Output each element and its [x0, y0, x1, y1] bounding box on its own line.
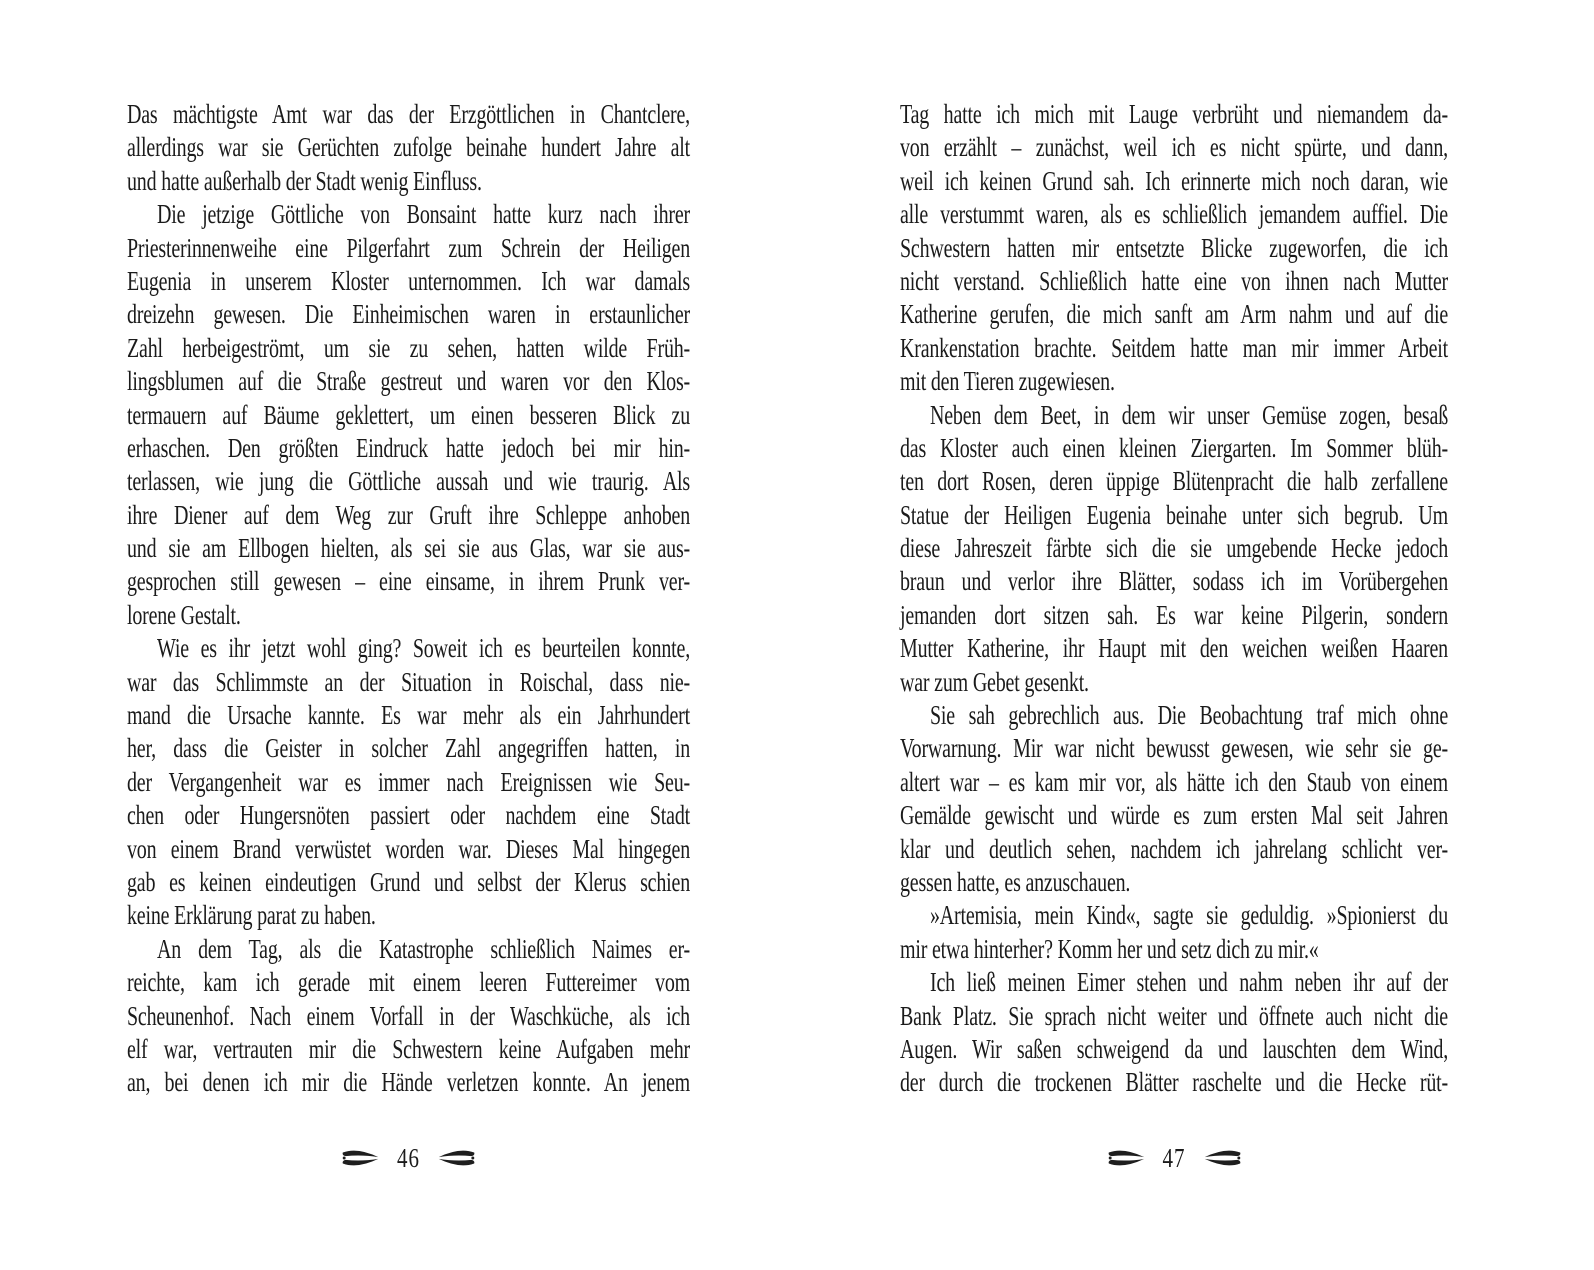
text-line: der durch die trockenen Blätter raschelte und die Hecke rüt-: [900, 1067, 1448, 1099]
text-line: Krankenstation brachte. Seitdem hatte man mir immer Arbeit: [900, 333, 1448, 364]
text-line: braun und verlor ihre Blätter, sodass ich im Vorübergehen: [900, 567, 1448, 598]
text-line: jemanden dort sitzen sah. Es war keine Pilgerin, sondern: [900, 600, 1448, 631]
text-line: ihre Diener auf dem Weg zur Gruft ihre Schleppe anhoben: [127, 500, 690, 531]
text-line: Augen. Wir saßen schweigend da und lauschten dem Wind,: [900, 1034, 1448, 1065]
fleuron-right-icon: [1201, 1148, 1243, 1168]
text-line: reichte, kam ich gerade mit einem leeren Futtereimer vom: [127, 967, 690, 999]
page-number: 47: [1162, 1141, 1186, 1173]
text-line: erhaschen. Den größten Eindruck hatte jedoch bei mir hin-: [127, 433, 690, 464]
text-line: Ich ließ meinen Eimer stehen und nahm neben ihr auf der: [930, 967, 1448, 999]
text-line: Scheunenhof. Nach einem Vorfall in der Waschküche, als ich: [127, 1001, 690, 1032]
text-line: Eugenia in unserem Kloster unternommen. Ich war damals: [127, 266, 690, 297]
text-line: Priesterinnenweihe eine Pilgerfahrt zum Schrein der Heiligen: [127, 233, 690, 264]
text-line: elf war, vertrauten mir die Schwestern keine Aufgaben mehr: [127, 1034, 690, 1065]
text-line: Bank Platz. Sie sprach nicht weiter und öffnete auch nicht die: [900, 1001, 1448, 1032]
text-line: und sie am Ellbogen hielten, als sei sie aus Glas, war sie aus-: [127, 533, 690, 564]
text-line: »Artemisia, mein Kind«, sagte sie geduldig. »Spionierst du: [930, 900, 1448, 932]
text-line: An dem Tag, als die Katastrophe schließlich Naimes er-: [157, 934, 690, 965]
text-line: alle verstummt waren, als es schließlich jemandem auffiel. Die: [900, 199, 1448, 231]
text-line: her, dass die Geister in solcher Zahl angegriffen hatten, in: [127, 733, 690, 765]
text-line: allerdings war sie Gerüchten zufolge beinahe hundert Jahre alt: [127, 132, 690, 164]
text-line: Das mächtigste Amt war das der Erzgöttlichen in Chantclere,: [127, 99, 690, 130]
page-text-right: [900, 99, 1448, 1101]
text-line: war zum Gebet gesenkt.: [900, 667, 1089, 698]
book-page-right: [900, 0, 1448, 1270]
text-line: Mutter Katherine, ihr Haupt mit den weichen weißen Haaren: [900, 633, 1448, 665]
text-line: lingsblumen auf die Straße gestreut und waren vor den Klos-: [127, 366, 690, 398]
page-footer-left: [127, 1138, 690, 1178]
text-line: mir etwa hinterher? Komm her und setz dich zu mir.«: [900, 934, 1319, 965]
text-line: Tag hatte ich mich mit Lauge verbrüht und niemandem da-: [900, 99, 1448, 130]
page-text-left: [127, 99, 690, 1101]
fleuron-left-icon: [1106, 1148, 1148, 1168]
text-line: von einem Brand verwüstet worden war. Dieses Mal hingegen: [127, 834, 690, 865]
text-line: das Kloster auch einen kleinen Ziergarten. Im Sommer blüh-: [900, 433, 1448, 464]
text-line: dreizehn gewesen. Die Einheimischen waren in erstaunlicher: [127, 299, 690, 331]
text-line: mand die Ursache kannte. Es war mehr als ein Jahrhundert: [127, 700, 690, 731]
text-line: Statue der Heiligen Eugenia beinahe unter sich begrub. Um: [900, 500, 1448, 531]
page-number: 46: [397, 1141, 420, 1173]
text-line: gesprochen still gewesen – eine einsame, in ihrem Prunk ver-: [127, 567, 690, 598]
fleuron-right-icon: [435, 1148, 477, 1168]
text-line: der Vergangenheit war es immer nach Ereignissen wie Seu-: [127, 767, 690, 798]
text-line: nicht verstand. Schließlich hatte eine von ihnen nach Mutter: [900, 266, 1448, 297]
text-line: klar und deutlich sehen, nachdem ich jahrelang schlicht ver-: [900, 834, 1448, 865]
text-line: lorene Gestalt.: [127, 600, 241, 631]
text-line: diese Jahreszeit färbte sich die sie umgebende Hecke jedoch: [900, 533, 1448, 564]
text-line: Neben dem Beet, in dem wir unser Gemüse zogen, besaß: [930, 400, 1448, 431]
text-line: termauern auf Bäume geklettert, um einen besseren Blick zu: [127, 400, 690, 431]
page-footer-right: [900, 1138, 1448, 1178]
text-line: mit den Tieren zugewiesen.: [900, 366, 1115, 398]
text-line: gab es keinen eindeutigen Grund und selbst der Klerus schien: [127, 867, 690, 898]
fleuron-left-icon: [340, 1148, 382, 1168]
text-line: an, bei denen ich mir die Hände verletzen konnte. An jenem: [127, 1067, 690, 1099]
text-line: altert war – es kam mir vor, als hätte ich den Staub von einem: [900, 767, 1448, 798]
text-line: war das Schlimmste an der Situation in Roischal, dass nie-: [127, 667, 690, 698]
text-line: Zahl herbeigeströmt, um sie zu sehen, hatten wilde Früh-: [127, 333, 690, 364]
text-line: weil ich keinen Grund sah. Ich erinnerte mich noch daran, wie: [900, 166, 1448, 197]
text-line: Wie es ihr jetzt wohl ging? Soweit ich es beurteilen konnte,: [157, 633, 690, 665]
text-line: Katherine gerufen, die mich sanft am Arm nahm und auf die: [900, 299, 1448, 331]
text-line: Die jetzige Göttliche von Bonsaint hatte kurz nach ihrer: [157, 199, 690, 231]
text-line: Vorwarnung. Mir war nicht bewusst gewesen, wie sehr sie ge-: [900, 733, 1448, 765]
book-page-left: [127, 0, 690, 1270]
text-line: gessen hatte, es anzuschauen.: [900, 867, 1131, 898]
text-line: ten dort Rosen, deren üppige Blütenpracht die halb zerfallene: [900, 466, 1448, 498]
text-line: Gemälde gewischt und würde es zum ersten Mal seit Jahren: [900, 800, 1448, 832]
text-line: keine Erklärung parat zu haben.: [127, 900, 376, 932]
text-line: terlassen, wie jung die Göttliche aussah und wie traurig. Als: [127, 466, 690, 498]
text-line: chen oder Hungersnöten passiert oder nachdem eine Stadt: [127, 800, 690, 832]
text-line: Schwestern hatten mir entsetzte Blicke zugeworfen, die ich: [900, 233, 1448, 264]
text-line: Sie sah gebrechlich aus. Die Beobachtung traf mich ohne: [930, 700, 1448, 731]
text-line: und hatte außerhalb der Stadt wenig Einfluss.: [127, 166, 482, 197]
text-line: von erzählt – zunächst, weil ich es nicht spürte, und dann,: [900, 132, 1448, 164]
